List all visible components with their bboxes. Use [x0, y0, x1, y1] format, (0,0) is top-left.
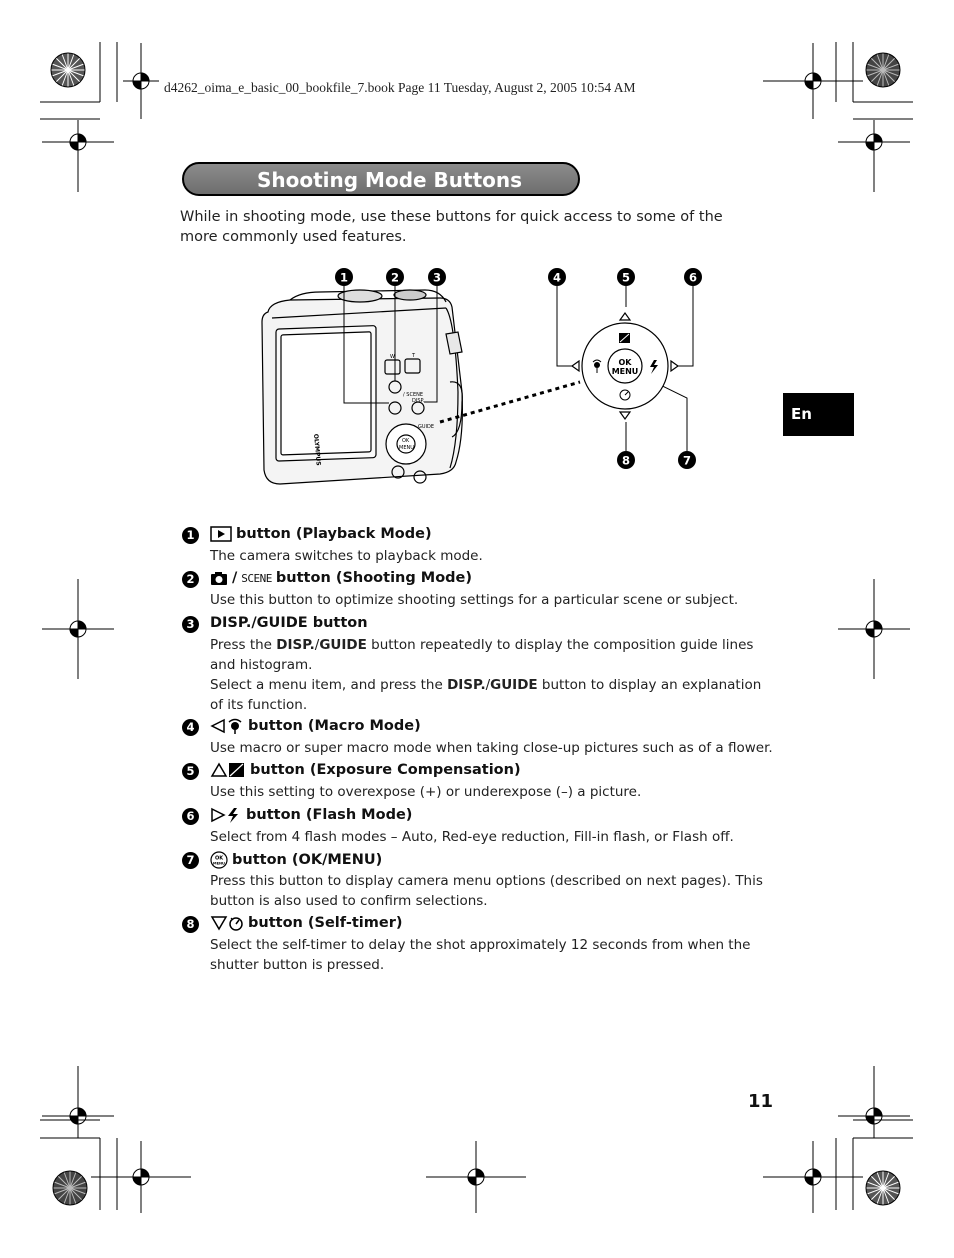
language-tab-label: En: [791, 405, 812, 423]
svg-text:8: 8: [621, 453, 631, 468]
cam-t-label: T: [412, 353, 416, 359]
up-exposure-icon: [210, 762, 246, 778]
item-description: The camera switches to playback mode.: [210, 548, 483, 564]
svg-text:4: 4: [552, 270, 562, 285]
callout-8: [617, 451, 635, 469]
item-description: Use macro or super macro mode when taking close-up pictures such as of a flower.: [210, 740, 773, 756]
callout-1: [335, 268, 353, 286]
description-paragraph-1: Press the DISP./GUIDE button repeatedly to display the composition guide lines and histogram.: [210, 637, 754, 673]
item-description: Select from 4 flash modes – Auto, Red-eye reduction, Fill-in flash, or Flash off.: [210, 829, 734, 845]
svg-text:2: 2: [390, 270, 400, 285]
item-number: 6: [182, 808, 199, 825]
description-paragraph-2: Select a menu item, and press the DISP./GUIDE button to display an explanation of its function.: [210, 677, 762, 713]
cam-menu-label: MENU: [399, 445, 414, 451]
item-description: [210, 635, 775, 715]
svg-text:1: 1: [339, 270, 349, 285]
cam-w-label: W: [390, 354, 395, 360]
pad-ok-label: OK: [618, 358, 632, 367]
item-label: button (Exposure Compensation): [250, 762, 521, 778]
cam-disp-label: DISP.: [412, 398, 425, 404]
pad-menu-label: MENU: [611, 367, 639, 376]
callout-6: [684, 268, 702, 286]
cam-ok-label: OK: [402, 438, 410, 444]
item-number: 3: [182, 616, 199, 633]
item-description: Press this button to display camera menu options (described on next pages). This button is also used to confirm selections.: [210, 873, 763, 909]
svg-text:6: 6: [688, 270, 698, 285]
item-description: Use this button to optimize shooting settings for a particular scene or subject.: [210, 592, 739, 608]
camera-brand: OLYMPUS: [312, 433, 322, 466]
item-label: button (OK/MENU): [232, 852, 383, 868]
ok-menu-icon: [210, 851, 228, 869]
item-label: button (Macro Mode): [248, 718, 421, 734]
cam-guide-label: GUIDE: [418, 424, 435, 430]
language-tab[interactable]: [783, 393, 854, 436]
pad-exposure-icon: [619, 333, 630, 343]
item-number: 2: [182, 571, 199, 588]
item-label: button (Flash Mode): [246, 807, 413, 823]
svg-text:MENU: MENU: [213, 861, 225, 866]
callout-3: [428, 268, 446, 286]
page-title: Shooting Mode Buttons: [257, 168, 523, 192]
callout-5: [617, 268, 635, 286]
callout-2: [386, 268, 404, 286]
item-number: 1: [182, 527, 199, 544]
item-description: Select the self-timer to delay the shot approximately 12 seconds from when the shutter button is pressed.: [210, 937, 751, 973]
playback-icon: [210, 526, 232, 542]
page-number: 11: [748, 1091, 774, 1112]
right-flash-icon: [210, 807, 242, 823]
item-description: Use this setting to overexpose (+) or underexpose (–) a picture.: [210, 784, 642, 800]
left-macro-icon: [210, 718, 244, 734]
cam-scene-label: / SCENE: [403, 392, 423, 398]
print-header-line: d4262_oima_e_basic_00_bookfile_7.book Page 11 Tuesday, August 2, 2005 10:54 AM: [164, 80, 636, 95]
camera-figure: [250, 262, 710, 502]
scene-icon: SCENE: [241, 571, 272, 585]
svg-text:7: 7: [682, 453, 692, 468]
item-label: DISP./GUIDE button: [210, 615, 368, 631]
callout-4: [548, 268, 566, 286]
svg-text:5: 5: [621, 270, 631, 285]
item-label: button (Shooting Mode): [275, 570, 473, 586]
svg-text:3: 3: [432, 270, 442, 285]
item-number: 7: [182, 852, 199, 869]
intro-paragraph: While in shooting mode, use these buttons for quick access to some of the more commonly used features.: [180, 209, 723, 245]
svg-text:OK: OK: [214, 855, 224, 862]
slash-separator: /: [232, 570, 238, 586]
camera-icon: [210, 570, 228, 586]
item-number: 8: [182, 916, 199, 933]
callout-7: [678, 451, 696, 469]
item-number: 5: [182, 763, 199, 780]
item-label: button (Playback Mode): [236, 526, 432, 542]
down-selftimer-icon: [210, 915, 244, 931]
item-number: 4: [182, 719, 199, 736]
item-label: button (Self-timer): [248, 915, 403, 931]
section-title-bar: [182, 162, 580, 196]
